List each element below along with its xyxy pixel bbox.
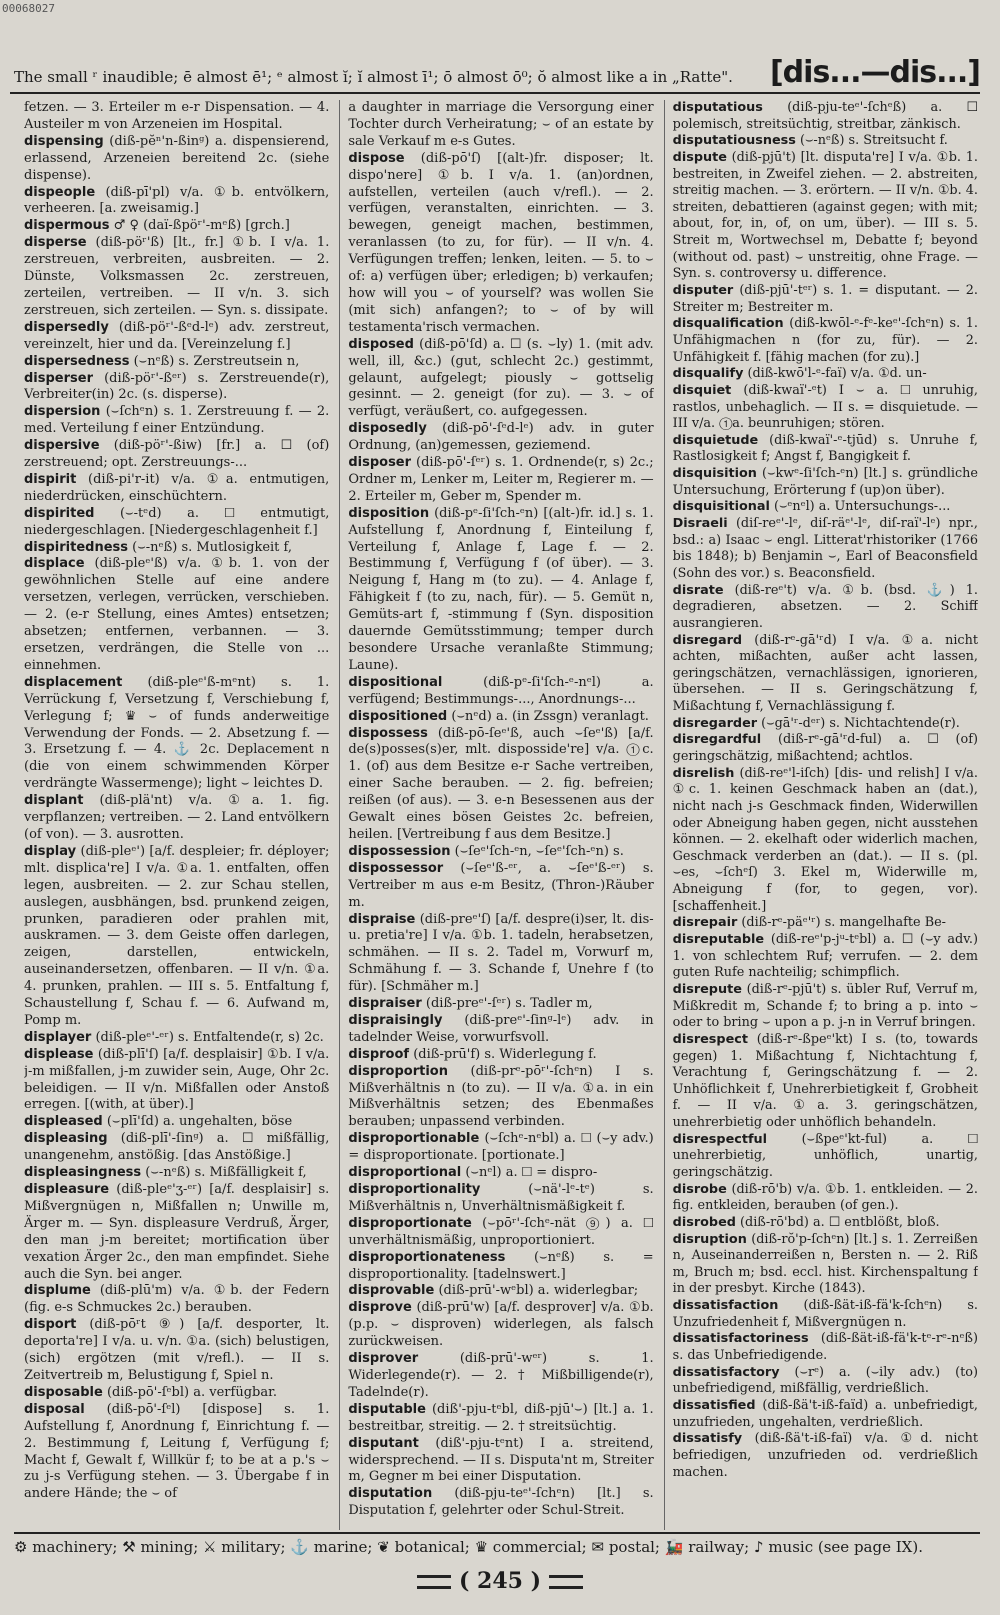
entry-headword: disputable (348, 1401, 426, 1417)
dictionary-entry (673, 716, 978, 733)
dictionary-entry (348, 1182, 653, 1216)
entry-definition: (diß-rŏ'p-ſchᵉn) [lt.] s. 1. Zerreißen n, Auseinanderreißen n, Bersten n. — 2. Riß m, Bruch m; bsd. eccl. hist. Kirchenspaltung f in der presbyt. Kirche (1843). (672, 1231, 978, 1297)
entry-headword: displeased (24, 1114, 103, 1130)
dictionary-entry (24, 506, 329, 540)
entry-headword: disregard (672, 632, 743, 648)
entry-headword: disreputable (672, 932, 765, 948)
entry-definition: (diß-pleᵉ'-ᵉʳ) s. Entfaltende(r, s) 2c. (95, 1029, 324, 1045)
entry-headword: displace (24, 556, 85, 572)
entry-definition: (⌣nᵉd) a. (in Zssgn) veranlagt. (451, 708, 649, 724)
entry-definition: (⌣pōʳ'-ſchᵉ-nät ⑨) a. ☐ unverhältnismäßig, unproportioniert. (348, 1215, 654, 1248)
entry-headword: displease (24, 1046, 94, 1062)
entry-headword: disquietude (672, 432, 759, 448)
page-id: 00068027 (2, 2, 55, 15)
dictionary-entry (673, 1182, 978, 1215)
dictionary-columns (24, 100, 978, 1530)
entry-headword: disrepair (672, 915, 738, 931)
entry-definition: (⌣ſeᵉ'ß-ᵉʳ, a. ⌣ſeᵉ'ß-ᵉʳ) s. Vertreiber m aus e-m Besitz, (Thron-)Räuber m. (348, 860, 654, 910)
entry-headword: disrepute (672, 981, 742, 997)
dictionary-entry (348, 1300, 653, 1351)
entry-headword: dispirited (24, 505, 95, 521)
entry-headword: disregardful (672, 732, 762, 748)
entry-headword: disprovable (348, 1283, 435, 1299)
dictionary-entry (24, 354, 329, 371)
dictionary-entry (348, 1402, 653, 1436)
dictionary-entry (348, 1013, 653, 1047)
dictionary-entry (24, 793, 329, 844)
dictionary-entry (673, 633, 978, 716)
entry-definition: (diß-ßät-iß-fä'k-ſchᵉn) s. Unzufriedenheit f, Mißvergnügen n. (672, 1298, 978, 1330)
decorative-rule (549, 1575, 583, 1589)
dictionary-entry (24, 556, 329, 674)
dictionary-entry (673, 516, 978, 583)
entry-headword: dissatisfaction (672, 1298, 779, 1314)
entry-definition: (⌣plī'ſd) a. ungehalten, böse (106, 1114, 293, 1130)
entry-definition: (diß-rᵉ-gā'ʳd-ful) a. ☐ (of) geringschätzig, mißachtend; achtlos. (672, 732, 978, 764)
entry-definition: (diß-plä'nt) v/a. ①a. 1. fig. verpflanzen; vertreiben. — 2. Land entvölkern (of von). — 3. ausrotten. (24, 793, 330, 842)
entry-definition: (diß-kwōl-ᵉ-fᵉ-keᵉ'-ſchᵉn) s. 1. Unfähigmachen n (for zu, für). — 2. Unfähigkeit f. [fähig machen (for zu).] (672, 316, 978, 365)
entry-definition: (⌣nᵉl) a. ☐ = dispro- (465, 1165, 598, 1181)
dictionary-entry (348, 1283, 653, 1300)
dictionary-entry (673, 133, 978, 150)
dictionary-entry (24, 1131, 329, 1165)
entry-definition: (diß-plū'm) v/a. ①b. der Federn (fig. e-s Schmuckes 2c.) berauben. (24, 1283, 330, 1316)
entry-headword: displume (24, 1283, 91, 1299)
guide-word-range: [dis...—dis...] (769, 55, 980, 90)
dictionary-entry (348, 1216, 653, 1250)
entry-definition: (diß-pöʳ'ß) [lt., fr.] ①b. I v/a. 1. zerstreuen, verbreiten, ausbreiten. — 2. Dünste, Volksmassen 2c. zerstreuen, zerteilen, vertreiben. — II v/n. 3. sich zerstreuen, sich zerteilen. — Syn. s. dissipate. (24, 235, 330, 318)
dictionary-entry (24, 844, 329, 1030)
dictionary-entry (673, 1298, 978, 1331)
dictionary-entry (24, 235, 329, 320)
entry-headword: disproof (348, 1046, 410, 1062)
entry-headword: dispraise (348, 911, 416, 927)
dictionary-entry (24, 472, 329, 506)
entry-headword: disquisitional (672, 499, 770, 515)
entry-headword: disposed (348, 336, 414, 352)
entry-definition: (diß-rᵉ-ßpeᵉ'kt) I s. (to, towards gegen) 1. Mißachtung f, Nichtachtung f, Verachtung f, Geringschätzung f. — 2. Unhöflichkeit f, Unehrerbietigkeit f, Grobheit f. — II v/a. ①a. 3. geringschätzen, unehrerbietig oder unhöflich behandeln. (672, 1031, 978, 1131)
dictionary-entry (673, 932, 978, 982)
entry-definition: (diß-ßä't-iß-faïd) a. unbefriedigt, unzufrieden, ungehalten, verdrießlich. (672, 1397, 978, 1430)
dictionary-entry (673, 915, 978, 932)
page-number-row (0, 1568, 1000, 1594)
entry-definition: (diß-pöʳ'-ßiw) [fr.] a. ☐ (of) zerstreuend; opt. Zerstreuungs-... (24, 438, 330, 471)
entry-headword: disrelish (672, 765, 735, 781)
dictionary-entry (673, 150, 978, 283)
dictionary-entry (24, 185, 329, 219)
entry-definition: (⌣ᵉnᵉl) a. Untersuchungs-... (774, 499, 951, 515)
dictionary-entry (348, 1047, 653, 1064)
entry-headword: dispeople (24, 184, 96, 200)
entry-definition: (diß-pō'-ſᵉl) [dispose] s. 1. Aufstellung f, Anordnung f, Einrichtung f. — 2. Bestimmung f, Leitung f, Verfügung f; Macht f, Gewalt f, Willkür f; to be at a p.'s ⌣ zu j-s Verfügung stehen. — 3. Übergabe f in andere Hände; the ⌣ of (24, 1401, 330, 1502)
entry-headword: dispersedness (24, 353, 130, 369)
entry-definition: (diß-plī'ſ) [a/f. desplaisir] ①b. I v/a. j-m mißfallen, j-m zuwider sein, Auge, Ohr 2c. beleidigen. — II v/n. Mißfallen oder Anstoß erregen. [(with, at über).] (24, 1046, 330, 1113)
dictionary-entry (673, 1398, 978, 1431)
dictionary-entry (673, 982, 978, 1032)
entry-headword: disproportional (348, 1165, 462, 1181)
decorative-rule (417, 1575, 451, 1589)
entry-headword: dispersedly (24, 319, 109, 335)
dictionary-entry (673, 466, 978, 499)
dictionary-entry (24, 404, 329, 438)
entry-definition: (diß-kwō'l-ᵉ-faï) v/a. ①d. un- (747, 366, 927, 382)
entry-headword: disruption (672, 1231, 747, 1247)
dictionary-entry (24, 1165, 329, 1182)
entry-headword: disperser (24, 370, 93, 386)
entry-definition: (diß-ßät-iß-fä'k-tᵉ-rᵉ-nᵉß) s. das Unbefriedigende. (672, 1331, 978, 1364)
dictionary-entry (673, 383, 978, 433)
entry-definition: (⌣-nᵉß) s. Streitsucht f. (799, 133, 948, 149)
entry-headword: disputant (348, 1435, 419, 1451)
entry-headword: displacement (24, 674, 123, 690)
dictionary-entry (348, 675, 653, 709)
entry-headword: dispraisingly (348, 1012, 443, 1028)
entry-headword: dispositioned (348, 708, 448, 724)
entry-definition: (diß-pjū't) [lt. disputa're] I v/a. ①b. 1. bestreiten, in Zweifel ziehen. — 2. abstreiten, streitig machen. — 3. erörtern. — II v/n. ①b. 4. streiten, debattieren (against gegen; with mit; about, for, in, of, on um, über). — III s. 5. Streit m, Wortwechsel m, Debatte f; beyond (without od. past) ⌣ unstreitig, ohne Frage. — Syn. s. controversy u. difference. (672, 149, 978, 282)
entry-definition: (diß-preᵉ'ſ) [a/f. despre(i)ser, lt. dis- u. pretia're] I v/a. ①b. 1. tadeln, herabsetzen, schmähen. — II s. 2. Tadel m, Vorwurf m, Schmähung f. — 3. Schande f, Unehre f (to für). [Schmäher m.] (348, 911, 654, 995)
entry-definition: (diß-pleᵉ'ß-mᵉnt) s. 1. Verrückung f, Versetzung f, Verschiebung f, Verlegung f; ♛ ⌣ of funds anderweitige Verwendung der Fonds. — 2. Absetzung f. — 3. Ersetzung f. — 4. ⚓ 2c. Deplacement n (die von einem schwimmenden Körper verdrängte Wassermenge); light ⌣ leichtes D. (24, 674, 330, 792)
entry-headword: dissatisfied (672, 1397, 756, 1413)
dictionary-entry (348, 1131, 653, 1165)
entry-definition: (diß-reᵉ'p-jᵘ-tᵉbl) a. ☐ (⌣y adv.) 1. von schlechtem Ruf; verrufen. — 2. dem guten Rufe nachteilig; schimpflich. (672, 932, 978, 981)
entry-definition: (⌣-nᵉß) s. Mutlosigkeit f, (132, 539, 293, 555)
dictionary-entry (24, 134, 329, 185)
entry-headword: disproportionable (348, 1131, 480, 1147)
entry-definition: (diß-pī'pl) v/a. ①b. entvölkern, verheeren. [a. zweisamig.] (24, 184, 330, 217)
entry-headword: disputer (672, 283, 734, 299)
entry-headword: disrobed (672, 1214, 736, 1230)
entry-headword: disposable (24, 1384, 103, 1400)
dictionary-entry (348, 912, 653, 997)
dictionary-entry (673, 283, 978, 316)
entry-headword: disputatious (672, 100, 763, 115)
entry-headword: dispossess (348, 725, 428, 741)
pronunciation-note: The small ʳ inaudible; ē almost ē¹; ᵉ almost ĭ; ĭ almost ī¹; ō almost ō⁰; ŏ almost like a in „Ratte". (14, 68, 733, 86)
entry-headword: displayer (24, 1029, 92, 1045)
entry-definition: (⌣ſeᵉ'ſch-ᵉn, ⌣ſeᵉ'ſch-ᵉn) s. (454, 843, 624, 859)
entry-headword: dissatisfactory (672, 1364, 780, 1380)
dictionary-entry (673, 366, 978, 383)
entry-headword: dispermous (24, 218, 110, 234)
entry-definition: (diß-preᵉ'-ſᵉʳ) s. Tadler m, (425, 996, 593, 1012)
entry-definition: (diß-pō-ſeᵉ'ß, auch ⌣ſeᵉ'ß) [a/f. de(s)posses(s)er, mlt. disposside're] v/a. ①c. 1. (of) aus dem Besitze e-r Sache vertreiben, einer Sache berauben. — 2. fig. befreien; reißen (of aus). — 3. e-n Besessenen aus der Gewalt eines bösen Geistes 2c. befreien, heilen. [Vertreibung f aus dem Besitze.] (348, 725, 654, 842)
dictionary-entry (348, 337, 653, 422)
dictionary-entry (24, 320, 329, 354)
entry-definition: (diß-pĕⁿ'n-ßinᵍ) a. dispensierend, erlassend, Arzeneien bereitend 2c. (siehe dispense). (24, 133, 330, 183)
entry-headword: Disraeli (672, 516, 728, 532)
entry-headword: disrobe (672, 1181, 727, 1197)
dictionary-entry (673, 100, 978, 133)
dictionary-entry (673, 732, 978, 765)
dictionary-entry (673, 1132, 978, 1182)
dictionary-entry (348, 844, 653, 861)
dictionary-entry (348, 1436, 653, 1487)
entry-headword: displant (24, 793, 84, 809)
entry-definition: (diß-pöʳ'-ßᵉʳ) s. Zerstreuende(r), Verbreiter(in) 2c. (s. disperse). (24, 370, 330, 403)
dictionary-entry (348, 996, 653, 1013)
entry-definition: (diß-pᵉ-ſi'ſch-ᵉn) [(alt-)fr. id.] s. 1. Aufstellung f, Anordnung f, Einteilung f, Verteilung f, Anlage f, Lage f. — 2. Bestimmung f, Verfügung f (of über). — 3. Neigung f, Hang m (to zu). — 4. Anlage f, Fähigkeit f (to zu, nach, für). — 5. Gemüt n, Gemüts-art f, -stimmung f (Syn. disposition dauernde Gemütsstimmung; temper durch besondere Ursache veranlaßte Stimmung; Laune). (348, 505, 654, 673)
entry-definition: (diß-pō'-ſᵉbl) a. verfügbar. (106, 1384, 278, 1400)
entry-headword: disposition (348, 505, 430, 521)
dictionary-entry (24, 1114, 329, 1131)
dictionary-entry (24, 1283, 329, 1317)
entry-definition: (⌣nä'-lᵉ-tᵉ) s. Mißverhältnis n, Unverhältnismäßigkeit f. (348, 1182, 654, 1214)
dictionary-entry (24, 1402, 329, 1503)
entry-definition: (⌣ſchᵉ-nᵉbl) a. ☐ (⌣y adv.) = disproportionate. [portionate.] (348, 1131, 654, 1164)
dictionary-entry (673, 766, 978, 916)
entry-definition: (diß-rᵉ-pjū't) s. übler Ruf, Verruf m, Mißkredit m, Schande f; to bring a p. into ⌣ oder to bring ⌣ upon a p. j-n in Verruf bringen. (672, 981, 978, 1031)
dictionary-entry (24, 1182, 329, 1283)
entry-headword: disquiet (672, 382, 732, 398)
dictionary-entry (348, 421, 653, 455)
entry-definition: (diß-pjū'-tᵉʳ) s. 1. = disputant. — 2. Streiter m; Bestreiter m. (672, 283, 978, 315)
dictionary-entry (673, 1331, 978, 1364)
entry-headword: dissatisfactoriness (672, 1331, 809, 1347)
entry-headword: disregarder (672, 715, 758, 731)
entry-definition: (⌣ßpeᵉ'kt-ful) a. ☐ unehrerbietig, unhöflich, unartig, geringschätzig. (672, 1131, 978, 1180)
entry-headword: disputation (348, 1486, 433, 1502)
dictionary-entry (673, 316, 978, 366)
entry-headword: display (24, 843, 77, 859)
entry-headword: dispute (672, 149, 727, 165)
dictionary-entry (348, 861, 653, 912)
entry-headword: disposer (348, 455, 412, 471)
dictionary-entry (348, 151, 653, 337)
dictionary-entry (673, 433, 978, 466)
dictionary-entry (348, 455, 653, 506)
entry-headword: dispersion (24, 404, 101, 420)
entry-headword: disproportionality (348, 1182, 481, 1197)
entry-definition: (diß-prū'w) [a/f. desprover] v/a. ①b. (p.p. ⌣ disproven) widerlegen, als falsch zurückweisen. (348, 1300, 654, 1350)
entry-definition: (diß-pᵉ-ſi'ſch-ᵉ-nᵉl) a. verfügend; Bestimmungs-..., Anordnungs-... (348, 674, 654, 707)
entry-definition: (diß-pō'-ſᵉd-lᵉ) adv. in guter Ordnung, (an)gemessen, geziemend. (348, 421, 654, 454)
entry-headword: disprove (348, 1300, 412, 1316)
dictionary-entry (673, 1232, 978, 1299)
entry-definition: (diß-pō'ſd) a. ☐ (s. ⌣ly) 1. (mit adv. well, ill, &c.) (gut, schlecht 2c.) gestimmt, gelaunt, aufgelegt; piously ⌣ gottselig gesinnt. — 2. geneigt (for zu). — 3. ⌣ of verfügt, veräußert, co. aufgegessen. (348, 336, 654, 420)
entry-definition: (diß-preᵉ'-ſinᵍ-lᵉ) adv. in tadelnder Weise, vorwurfsvoll. (348, 1012, 654, 1045)
entry-headword: disqualification (672, 316, 784, 332)
entry-definition: (diß'-pju-tᵉbl, diß-pjū'⌣) [lt.] a. 1. bestreitbar, streitig. — 2. † streitsüchtig. (348, 1401, 654, 1434)
entry-definition: (diß-reᵉ't) v/a. ①b. (bsd. ⚓) 1. degradieren, absetzen. — 2. Schiff ausrangieren. (672, 582, 978, 631)
entry-headword: disqualify (672, 366, 744, 382)
dictionary-entry (24, 1385, 329, 1402)
dictionary-entry (348, 1064, 653, 1132)
entry-definition: (⌣nᵉß) s. Zerstreutsein n, (133, 353, 300, 369)
dictionary-entry (348, 506, 653, 675)
entry-definition: (diß-reᵉ'l-iſch) [dis- und relish] I v/a. ①c. 1. keinen Geschmack haben an (dat.), nicht nach j-s Geschmack finden, Widerwillen oder Abneigung haben gegen, nicht ausstehen können. — 2. ekelhaft oder widerlich machen, Geschmack verderben an (dat.). — II s. (pl. ⌣es, ⌣ſchᵉſ) 3. Ekel m, Widerwille m, Abneigung f (for, to gegen, vor). [schaffenheit.] (672, 765, 978, 914)
entry-definition: (diß'-pju-tᵉnt) I a. streitend, widersprechend. — II s. Disputa'nt m, Streiter m, Gegner m bei einer Disputation. (348, 1435, 654, 1485)
dictionary-entry (24, 1047, 329, 1115)
entry-headword: dissatisfy (672, 1431, 743, 1447)
entry-definition: (diß-prū'f) s. Widerlegung f. (413, 1046, 597, 1062)
entry-definition: (⌣-nᵉß) s. Mißfälligkeit f, (145, 1165, 307, 1181)
entry-headword: dispraiser (348, 996, 422, 1012)
entry-definition: (diß-pōʳt ⑨) [a/f. desporter, lt. deporta're] I v/a. u. v/n. ①a. (sich) belustigen, (sich) ergötzen (mit v/refl.). — II s. Zeitvertreib m, Belustigung f, Spiel n. (24, 1317, 330, 1383)
dictionary-entry (24, 371, 329, 405)
dictionary-entry (348, 1486, 653, 1520)
entry-headword: dispositional (348, 674, 443, 690)
entry-headword: disproportion (348, 1063, 448, 1079)
entry-definition: (diß-pō'-ſᵉʳ) s. 1. Ordnende(r, s) 2c.; Ordner m, Lenker m, Leiter m, Regierer m. — 2. Erteiler m, Geber m, Spender m. (348, 455, 654, 504)
dictionary-entry (348, 1165, 653, 1182)
dictionary-entry (24, 540, 329, 557)
entry-headword: disproportionateness (348, 1249, 506, 1265)
entry-definition: (⌣gā'ʳ-dᵉʳ) s. Nichtachtende(r). (761, 715, 960, 731)
dictionary-entry (24, 438, 329, 472)
dictionary-entry (673, 1365, 978, 1398)
entry-definition: (diß-kwaï'-ᵉt) I ⌣ a. ☐ unruhig, rastlos, unbehaglich. — II s. = disquietude. — III v/a. ①a. beunruhigen; stören. (672, 382, 978, 432)
dictionary-entry (24, 1030, 329, 1047)
entry-headword: disrespect (672, 1031, 748, 1047)
entry-headword: dispirit (24, 471, 77, 487)
entry-headword: dispose (348, 150, 405, 166)
subject-legend: ⚙ machinery; ⚒ mining; ⚔ military; ⚓ marine; ❦ botanical; ♛ commercial; ✉ postal; 🚂 railway; ♪ music (see page IX). (14, 1532, 980, 1568)
column-middle (339, 100, 653, 1530)
entry-definition: (diß-pju-teᵉ'-ſchᵉn) [lt.] s. Disputation f, gelehrter oder Schul-Streit. (348, 1486, 654, 1519)
page-header (10, 38, 980, 94)
entry-headword: disposal (24, 1401, 85, 1417)
entry-definition: (diſ-reᵉ'-lᵉ, diſ-räᵉ'-lᵉ, diſ-raï'-lᵉ) npr., bsd.: a) Isaac ⌣ engl. Litterat'rhistoriker (1766 bis 1848); b) Benjamin ⌣, Earl of Beaconsfield (Sohn des vor.) s. Beaconsfield. (672, 516, 978, 581)
dictionary-entry (673, 499, 978, 516)
dictionary-entry (348, 1351, 653, 1402)
entry-headword: disputatiousness (672, 133, 796, 149)
entry-headword: dispiritedness (24, 539, 129, 555)
entry-headword: dispensing (24, 133, 104, 149)
entry-definition: (diß-pöʳ'-ßᵉd-lᵉ) adv. zerstreut, vereinzelt, hier und da. [Vereinzelung f.] (24, 319, 330, 352)
dictionary-entry (24, 675, 329, 793)
dictionary-entry (24, 1317, 329, 1385)
entry-definition: (diß-pleᵉ') [a/f. despleier; fr. déployer; mlt. displica're] I v/a. ①a. 1. entfalten, offen legen, ausbreiten. — 2. zur Schau stellen, auslegen, ausbhängen, bsd. prunkend zeigen, prunken, paradieren oder prahlen mit, auskramen. — 3. dem Geiste offen darlegen, zeigen, darstellen, entwickeln, auseinandersetzen, offenbaren. — II v/n. ①a. 4. prunken, prahlen. — III s. 5. Entfaltung f, Schaustellung f, Schau f. — 6. Aufwand m, Pomp m. (24, 843, 330, 1028)
dictionary-entry (673, 1215, 978, 1232)
column-left (24, 100, 329, 1530)
entry-definition: (diß-rᵉ-päᵉ'ʳ) s. mangelhafte Be- (741, 915, 946, 931)
entry-definition: fetzen. — 3. Erteiler m e-r Dispensation. — 4. Austeiler m von Arzeneien im Hospital. (24, 100, 330, 132)
dictionary-entry (348, 1250, 653, 1284)
entry-definition: (⌣ſchᵉn) s. 1. Zerstreuung f. — 2. med. Verteilung f einer Entzündung. (24, 404, 330, 437)
dictionary-entry (673, 1032, 978, 1132)
entry-headword: displeasing (24, 1131, 108, 1147)
entry-headword: disproportionate (348, 1215, 472, 1231)
entry-definition: (⌣rᵉ) a. (⌣ily adv.) (to) unbefriedigend, mißfällig, verdrießlich. (672, 1364, 978, 1397)
dictionary-entry (24, 218, 329, 235)
entry-definition: (diß-pi'r-it) v/a. ①a. entmutigen, niederdrücken, einschüchtern. (24, 471, 330, 504)
entry-definition: (diß-rō'b) v/a. ①b. 1. entkleiden. — 2. fig. entkleiden, berauben (of gen.). (672, 1181, 978, 1214)
entry-headword: displeasingness (24, 1165, 142, 1181)
entry-definition: (diß-pleᵉ'ʒ-ᵉʳ) [a/f. desplaisir] s. Mißvergnügen n, Mißfallen n; Unwille m, Ärger m. — Syn. displeasure Verdruß, Ärger, den man j-m bereitet; mortification über vexation Ärger 2c., den man empfindet. Siehe auch die Syn. bei anger. (24, 1182, 330, 1282)
entry-headword: dispersive (24, 438, 100, 454)
column-right (664, 100, 978, 1530)
entry-headword: disquisition (672, 466, 757, 482)
entry-headword: disposedly (348, 421, 427, 437)
entry-definition: (diß-prᵉ-pōʳ'-ſchᵉn) I s. Mißverhältnis n (to zu). — II v/a. ①a. in ein Mißverhältnis setzen; des Ebenmaßes berauben; unpassend verbinden. (348, 1063, 654, 1130)
entry-headword: displeasure (24, 1182, 110, 1197)
dictionary-entry (348, 100, 653, 151)
entry-headword: disprover (348, 1351, 419, 1367)
entry-definition: (diß-ßä't-iß-faï) v/a. ①d. nicht befriedigen, unzufrieden od. verdrießlich machen. (672, 1431, 978, 1480)
entry-definition: (⌣-tᵉd) a. ☐ entmutigt, niedergeschlagen. [Niedergeschlagenheit f.] (24, 505, 330, 538)
entry-definition: (⌣kwᵉ-ſi'ſch-ᵉn) [lt.] s. gründliche Untersuchung, Erörterung f (up)on über). (672, 466, 978, 498)
entry-definition: (diß-rᵉ-gā'ʳd) I v/a. ①a. nicht achten, mißachten, außer acht lassen, geringschätzen, vernachlässigen, ignorieren, übersehen. — II s. Geringschätzung f, Mißachtung f, Vernachlässigung f. (672, 632, 978, 715)
entry-headword: disperse (24, 235, 87, 251)
dictionary-entry (673, 1431, 978, 1481)
dictionary-entry (348, 709, 653, 726)
entry-definition: ♂ ♀ (daï-ßpöʳ'-mᵉß) [grch.] (113, 218, 290, 234)
page-number: ( 245 ) (458, 1568, 542, 1594)
entry-definition: (diß-pju-teᵉ'-ſchᵉß) a. ☐ polemisch, streitsüchtig, streitbar, zänkisch. (672, 100, 978, 132)
entry-headword: dispossessor (348, 860, 444, 876)
entry-definition: (diß-plī'-ſinᵍ) a. ☐ mißfällig, unangenehm, anstößig. [das Anstößige.] (24, 1131, 330, 1164)
entry-headword: disport (24, 1317, 77, 1333)
entry-headword: disrespectful (672, 1131, 768, 1147)
entry-headword: dispossession (348, 843, 451, 859)
entry-definition: a daughter in marriage die Versorgung einer Tochter durch Verheiratung; ⌣ of an estate by sale Verkauf m e-s Gutes. (348, 100, 654, 149)
entry-headword: disrate (672, 582, 724, 598)
entry-definition: (diß-prū'-wᵉʳ) s. 1. Widerlegende(r). — 2. † Mißbilligende(r), Tadelnde(r). (348, 1351, 654, 1400)
dictionary-entry (24, 100, 329, 134)
entry-definition: (diß-pō'ſ) [(alt-)fr. disposer; lt. dispo'nere] ①b. I v/a. 1. (an)ordnen, aufstellen, verteilen (auch v/refl.). — 2. verfügen, veranstalten, einrichten. — 3. bewegen, geneigt machen, bestimmen, veranlassen (to zu, for für). — II v/n. 4. Verfügungen treffen; lenken, leiten. — 5. to ⌣ of: a) verfügen über; erledigen; b) verkaufen; how will you ⌣ of yourself? was wollen Sie (mit sich) anfangen?; to ⌣ of by will testamenta'risch vermachen. (348, 150, 654, 335)
dictionary-entry (673, 583, 978, 633)
entry-definition: (⌣nᵉß) s. = disproportionality. [tadelnswert.] (348, 1249, 654, 1282)
dictionary-entry (348, 726, 653, 844)
entry-definition: (diß-prū'-wᵉbl) a. widerlegbar; (438, 1283, 639, 1299)
entry-definition: (diß-rō'bd) a. ☐ entblößt, bloß. (740, 1214, 940, 1230)
entry-definition: (diß-pleᵉ'ß) v/a. ①b. 1. von der gewöhnlichen Stelle auf eine andere versetzen, verlegen, verrücken, verschieben. — 2. (e-r Stellung, eines Amtes) entsetzen; absetzen; entfernen, verbannen. — 3. ersetzen, verdrängen, die Stelle von ... einnehmen. (24, 556, 330, 673)
entry-definition: (diß-kwaï'-ᵉ-tjūd) s. Unruhe f, Rastlosigkeit f; Angst f, Bangigkeit f. (672, 432, 978, 465)
